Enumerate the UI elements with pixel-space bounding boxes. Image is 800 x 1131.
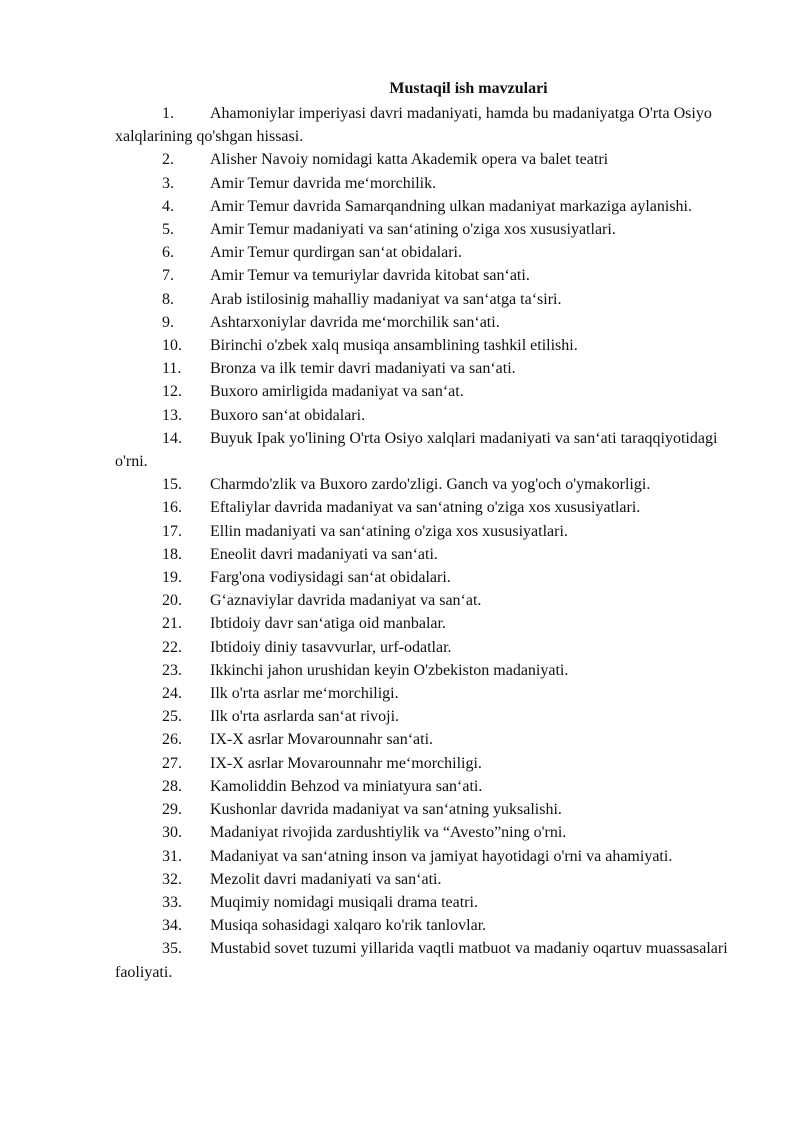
list-item-text: IX-X asrlar Movarounnahr me‘morchiligi.	[210, 754, 482, 772]
list-item	[115, 752, 730, 775]
list-item	[115, 172, 730, 195]
list-item-text: Farg'ona vodiysidagi san‘at obidalari.	[210, 569, 451, 587]
list-item-number: 7.	[162, 267, 174, 285]
list-item-text: Mustabid sovet tuzumi yillarida vaqtli matbuot va madaniy oqartuv muassasalari faoliyati.	[115, 940, 728, 981]
list-item-number: 32.	[162, 870, 182, 888]
list-item	[115, 612, 730, 635]
list-item	[115, 798, 730, 821]
list-item-text: Ibtidoiy diniy tasavvurlar, urf-odatlar.	[210, 638, 452, 656]
list-item-number: 8.	[162, 290, 174, 308]
list-item	[115, 845, 730, 868]
page-title: Mustaqil ish mavzulari	[389, 80, 548, 97]
list-item-number: 14.	[162, 429, 182, 447]
list-item-number: 10.	[162, 337, 182, 355]
list-item-number: 17.	[162, 522, 182, 540]
list-item-number: 16.	[162, 499, 182, 517]
list-item	[115, 496, 730, 519]
list-item-number: 2.	[162, 151, 174, 169]
list-item-number: 15.	[162, 476, 182, 494]
list-item	[115, 102, 730, 148]
list-item	[115, 404, 730, 427]
list-item	[115, 868, 730, 891]
list-item-text: Buyuk Ipak yo'lining O'rta Osiyo xalqlari madaniyati va san‘ati taraqqiyotidagi o'rni.	[115, 429, 718, 471]
list-item	[115, 241, 730, 264]
list-item-text: Bronza va ilk temir davri madaniyati va san‘ati.	[210, 360, 516, 378]
list-item	[115, 334, 730, 357]
list-item-number: 30.	[162, 824, 182, 842]
list-item-number: 35.	[162, 940, 182, 958]
list-item-number: 27.	[162, 754, 182, 772]
list-item	[115, 427, 730, 473]
list-item	[115, 937, 730, 983]
list-item-text: Buxoro san‘at obidalari.	[210, 406, 366, 424]
list-item-number: 9.	[162, 313, 174, 331]
list-item-number: 28.	[162, 777, 182, 795]
list-item-text: Birinchi o'zbek xalq musiqa ansamblining tashkil etilishi.	[210, 337, 578, 355]
list-item-number: 4.	[162, 197, 174, 215]
list-item-number: 20.	[162, 592, 182, 610]
list-item-text: Madaniyat va san‘atning inson va jamiyat hayotidagi o'rni va ahamiyati.	[210, 847, 673, 865]
list-item-number: 21.	[162, 615, 182, 633]
list-item-number: 13.	[162, 406, 182, 424]
list-item	[115, 891, 730, 914]
list-item-text: Ibtidoiy davr san‘atiga oid manbalar.	[210, 615, 446, 633]
list-item-text: G‘aznaviylar davrida madaniyat va san‘at.	[210, 592, 482, 610]
list-item-text: Amir Temur va temuriylar davrida kitobat san‘ati.	[210, 267, 530, 285]
list-item	[115, 473, 730, 496]
list-item	[115, 148, 730, 171]
list-item-text: Ikkinchi jahon urushidan keyin O'zbekiston madaniyati.	[210, 661, 569, 679]
list-item-text: Musiqa sohasidagi xalqaro ko'rik tanlovlar.	[210, 917, 487, 935]
list-item-text: Amir Temur madaniyati va san‘atining o'ziga xos xususiyatlari.	[210, 221, 616, 239]
list-item	[115, 728, 730, 751]
list-item-number: 3.	[162, 174, 174, 192]
list-item-number: 25.	[162, 708, 182, 726]
list-item-text: Mezolit davri madaniyati va san‘ati.	[210, 870, 442, 888]
list-item-text: Kushonlar davrida madaniyat va san‘atning yuksalishi.	[210, 801, 562, 819]
list-item	[115, 380, 730, 403]
list-item	[115, 682, 730, 705]
list-item	[115, 775, 730, 798]
list-item-text: Eneolit davri madaniyati va san‘ati.	[210, 545, 438, 563]
list-item	[115, 636, 730, 659]
list-item-number: 24.	[162, 685, 182, 703]
list-item-text: Madaniyat rivojida zardushtiylik va “Avesto”ning o'rni.	[210, 824, 567, 842]
list-item-number: 5.	[162, 221, 174, 239]
list-item	[115, 195, 730, 218]
list-item-text: Alisher Navoiy nomidagi katta Akademik opera va balet teatri	[210, 151, 609, 169]
list-item-number: 6.	[162, 244, 174, 262]
topic-list	[115, 102, 730, 984]
list-item-number: 33.	[162, 893, 182, 911]
list-item	[115, 520, 730, 543]
list-item-number: 18.	[162, 545, 182, 563]
list-item-text: Eftaliylar davrida madaniyat va san‘atning o'ziga xos xususiyatlari.	[210, 499, 641, 517]
list-item-number: 31.	[162, 847, 182, 865]
list-item-number: 1.	[162, 105, 174, 122]
list-item-number: 22.	[162, 638, 182, 656]
list-item-text: Charmdo'zlik va Buxoro zardo'zligi. Ganch va yog'och o'ymakorligi.	[210, 476, 651, 494]
list-item	[115, 357, 730, 380]
list-item-number: 23.	[162, 661, 182, 679]
list-item-text: IX-X asrlar Movarounnahr san‘ati.	[210, 731, 434, 749]
list-item	[115, 659, 730, 682]
list-item	[115, 914, 730, 937]
list-item-text: Ahamoniylar imperiyasi davri madaniyati, hamda bu madaniyatga O'rta Osiyo xalqlarining qo'shgan hissasi.	[115, 105, 712, 146]
list-item-text: Ellin madaniyati va san‘atining o'ziga xos xususiyatlari.	[210, 522, 568, 540]
list-item	[115, 218, 730, 241]
list-item-number: 34.	[162, 917, 182, 935]
list-item	[115, 543, 730, 566]
list-item-text: Ilk o'rta asrlar me‘morchiligi.	[210, 685, 399, 703]
list-item-text: Kamoliddin Behzod va miniatyura san‘ati.	[210, 777, 483, 795]
list-item-number: 26.	[162, 731, 182, 749]
list-item-text: Ashtarxoniylar davrida me‘morchilik san‘ati.	[210, 313, 500, 331]
list-item-number: 12.	[162, 383, 182, 401]
list-item	[115, 288, 730, 311]
list-item	[115, 311, 730, 334]
list-item-text: Buxoro amirligida madaniyat va san‘at.	[210, 383, 464, 401]
list-item-text: Amir Temur qurdirgan san‘at obidalari.	[210, 244, 462, 262]
list-item	[115, 821, 730, 844]
list-item-text: Ilk o'rta asrlarda san‘at rivoji.	[210, 708, 400, 726]
list-item-text: Amir Temur davrida Samarqandning ulkan madaniyat markaziga aylanishi.	[210, 197, 692, 215]
list-item-text: Arab istilosinig mahalliy madaniyat va san‘atga ta‘siri.	[210, 290, 562, 308]
list-item	[115, 264, 730, 287]
list-item	[115, 705, 730, 728]
list-item-number: 19.	[162, 569, 182, 587]
list-item	[115, 566, 730, 589]
list-item-text: Amir Temur davrida me‘morchilik.	[210, 174, 437, 192]
list-item	[115, 589, 730, 612]
list-item-text: Muqimiy nomidagi musiqali drama teatri.	[210, 893, 478, 911]
list-item-number: 11.	[162, 360, 182, 378]
list-item-number: 29.	[162, 801, 182, 819]
